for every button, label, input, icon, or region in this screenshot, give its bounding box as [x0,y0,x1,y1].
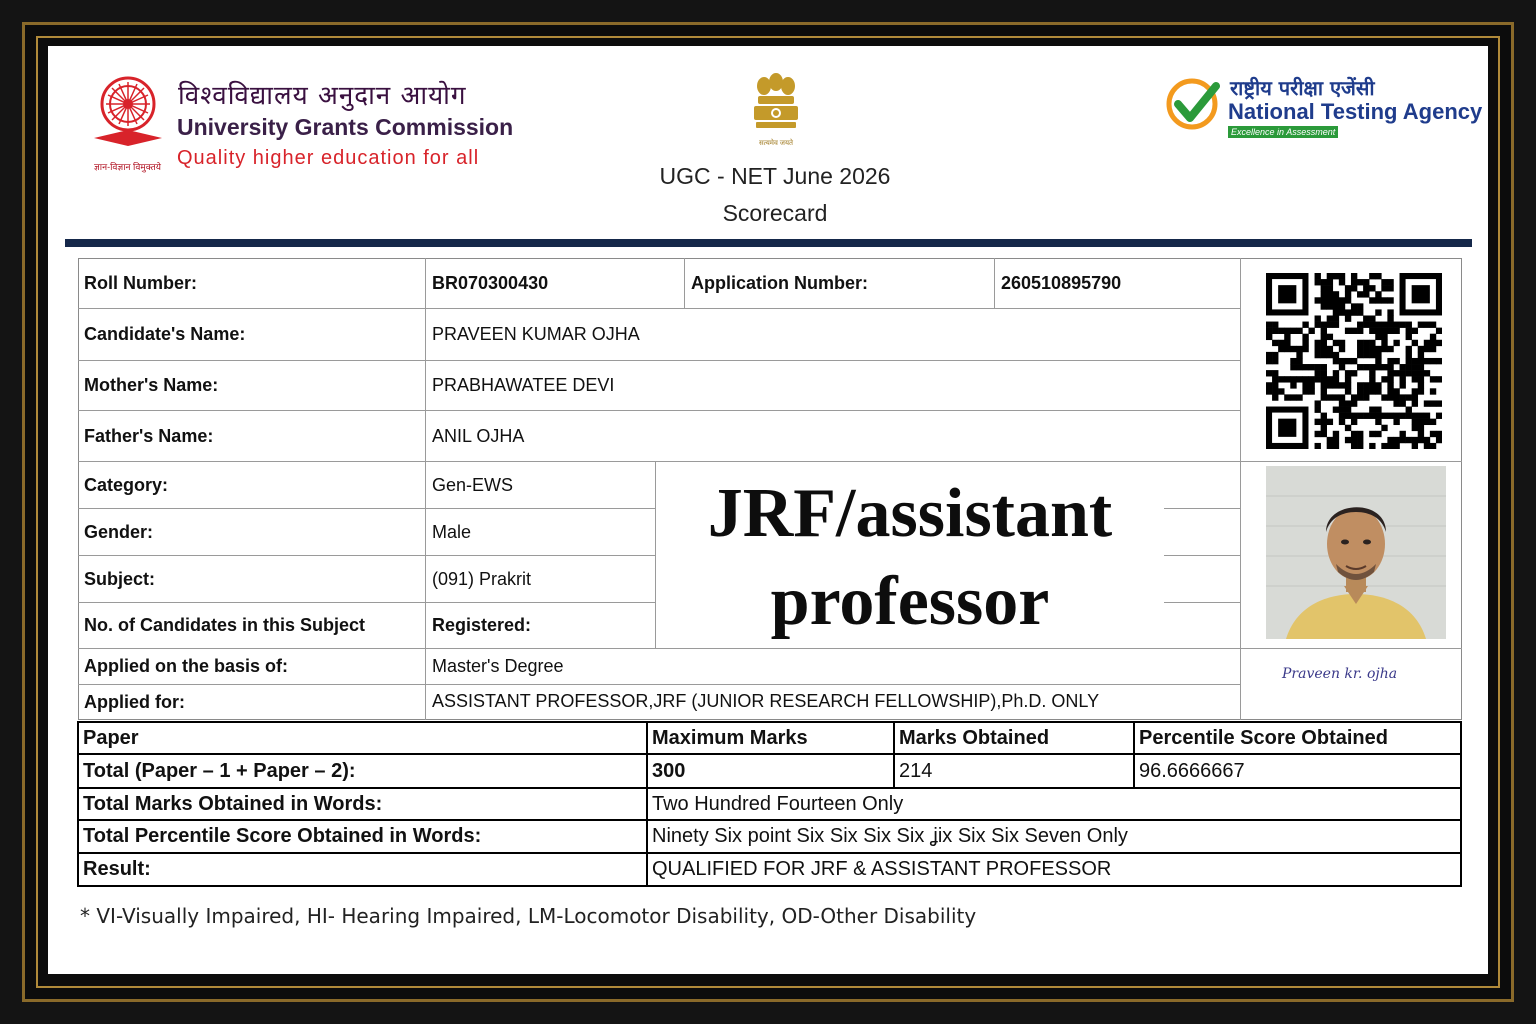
category-label: Category: [84,474,169,495]
marks-obtained-value: 214 [899,759,933,782]
ugc-tagline: Quality higher education for all [177,147,480,169]
candidates-count-label: No. of Candidates in this Subject [84,615,366,635]
result-label: Result: [83,858,151,880]
qr-code-icon [1266,273,1442,449]
ugc-hindi-name: विश्वविद्यालय अनुदान आयोग [178,81,467,111]
header-paper: Paper [83,726,139,749]
nta-checkmark-logo-icon [1166,78,1220,132]
applied-for-label: Applied for: [84,692,185,712]
percentile-words-label: Total Percentile Score Obtained in Words: [83,825,482,847]
col-divider [1240,258,1241,720]
candidate-photo [1266,466,1446,639]
application-number-label: Application Number: [691,272,869,293]
father-name-label: Father's Name: [84,425,214,446]
ugc-logo-icon [92,72,172,152]
gender-label: Gender: [84,521,154,542]
percentile-value: 96.6666667 [1139,759,1245,782]
applied-basis-value: Master's Degree [432,656,564,676]
total-label: Total (Paper – 1 + Paper – 2): [83,759,356,782]
header-percentile: Percentile Score Obtained [1139,726,1388,749]
header-divider [65,239,1472,247]
emblem-motto: सत्यमेव जयते [758,140,794,147]
nta-tagline: Excellence in Assessment [1228,126,1338,138]
result-value: QUALIFIED FOR JRF & ASSISTANT PROFESSOR [652,858,1112,880]
applied-for-value: ASSISTANT PROFESSOR,JRF (JUNIOR RESEARCH FELLOWSHIP),Ph.D. ONLY [432,691,1100,711]
gender-value: Male [432,521,472,542]
applied-basis-label: Applied on the basis of: [84,656,289,676]
nta-hindi-name: राष्ट्रीय परीक्षा एजेंसी [1230,76,1375,100]
application-number-value: 260510895790 [1001,272,1122,293]
stamp-line-1: JRF/assistant [707,475,1113,552]
marks-words-value: Two Hundred Fourteen Only [652,792,904,815]
ugc-motto: ज्ञान-विज्ञान विमुक्तये [94,162,161,172]
candidate-name-value: PRAVEEN KUMAR OJHA [432,324,640,344]
roll-number-label: Roll Number: [84,272,198,293]
footnote: * VI-Visually Impaired, HI- Hearing Impaired, LM-Locomotor Disability, OD-Other Disability [80,904,977,928]
roll-number-value: BR070300430 [432,272,549,293]
father-name-value: ANIL OJHA [432,425,525,446]
category-value: Gen-EWS [432,474,514,495]
candidate-signature: Praveen kr. ojha [1282,666,1398,682]
subject-value: (091) Prakrit [432,568,532,589]
mother-name-value: PRABHAWATEE DEVI [432,375,615,395]
mother-name-label: Mother's Name: [84,375,219,395]
header-max-marks: Maximum Marks [652,726,808,749]
exam-title: UGC - NET June 2026 [659,163,891,189]
ugc-english-name: University Grants Commission [177,114,514,140]
header-marks-obtained: Marks Obtained [899,726,1050,749]
scorecard-title: Scorecard [722,200,828,226]
marks-words-label: Total Marks Obtained in Words: [83,792,383,815]
registered-label: Registered: [432,615,532,635]
national-emblem-icon [748,70,804,140]
candidate-name-label: Candidate's Name: [84,324,246,344]
subject-label: Subject: [84,568,156,589]
percentile-words-value: Ninety Six point Six Six Six Six ʝix Six Six Seven Only [652,825,1128,847]
stamp-line-2: professor [770,563,1050,640]
max-marks-value: 300 [652,759,686,782]
nta-english-name: National Testing Agency [1228,99,1483,124]
